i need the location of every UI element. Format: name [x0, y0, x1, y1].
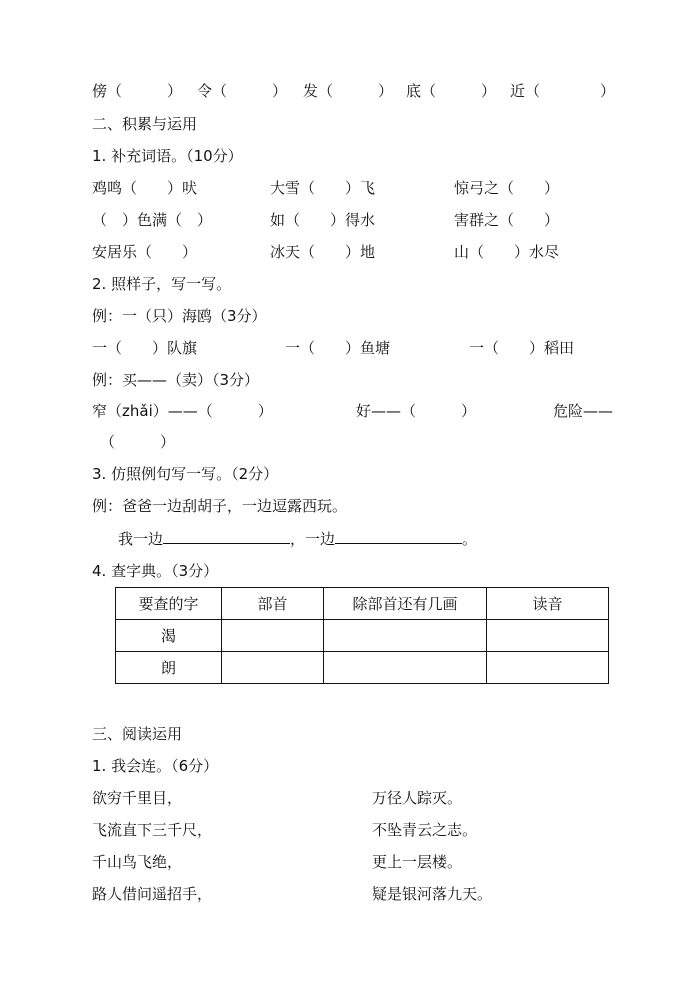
match-left[interactable]: 飞流直下三千尺，: [92, 821, 213, 839]
match-right[interactable]: 更上一层楼。: [372, 853, 463, 871]
q3-blank-2[interactable]: [335, 529, 462, 544]
q3-part-1: 我一边: [118, 530, 164, 548]
top-item-3: 发（ ）: [303, 82, 394, 100]
table-header: 部首: [222, 588, 324, 620]
match-right[interactable]: 万径人踪灭。: [372, 789, 463, 807]
q1-item: 安居乐（ ）: [92, 243, 198, 261]
table-header-row: [116, 588, 609, 620]
match-left[interactable]: 欲穷千里目，: [92, 789, 183, 807]
table-cell[interactable]: [324, 620, 487, 652]
table-row: [116, 620, 609, 652]
q1-item: 大雪（ ）飞: [270, 179, 376, 197]
q1-item: 山（ ）水尽: [454, 243, 560, 261]
q3-part-3: 。: [462, 530, 478, 548]
q3-part-2: ，一边: [290, 530, 336, 548]
match-right[interactable]: 不坠青云之志。: [372, 821, 478, 839]
table-cell[interactable]: [324, 652, 487, 684]
table-cell[interactable]: [222, 620, 324, 652]
q2-item: 一（ ）队旗: [92, 339, 198, 357]
dictionary-table: [115, 587, 609, 684]
q1-item: （ ）色满（ ）: [92, 211, 213, 229]
match-left[interactable]: 路人借问遥招手，: [92, 885, 213, 903]
q3-title: 3. 仿照例句写一写。（2分）: [92, 465, 279, 483]
top-item-5: 近（ ）: [510, 82, 616, 100]
table-cell[interactable]: [487, 652, 609, 684]
table-row: [116, 652, 609, 684]
q1-item: 如（ ）得水: [270, 211, 376, 229]
q2-item: （ ）: [100, 433, 176, 451]
q2-item: 窄（zhǎi）——（ ）: [92, 402, 273, 420]
q3-sentence: [118, 529, 477, 549]
q3-blank-1[interactable]: [163, 529, 290, 544]
table-char: 朗: [116, 652, 222, 684]
section-3-title: 三、阅读运用: [92, 725, 183, 743]
q1-item: 害群之（ ）: [454, 211, 560, 229]
table-char: 渴: [116, 620, 222, 652]
table-header: 除部首还有几画: [324, 588, 487, 620]
match-right[interactable]: 疑是银河落九天。: [372, 885, 493, 903]
q1-item: 鸡鸣（ ）吠: [92, 179, 198, 197]
q1-item: 惊弓之（ ）: [454, 179, 560, 197]
q2-title: 2. 照样子，写一写。: [92, 275, 232, 293]
q2-example-2: 例：买——（卖）（3分）: [92, 371, 260, 389]
section-2-title: 二、积累与运用: [92, 115, 198, 133]
table-header: 读音: [487, 588, 609, 620]
table-cell[interactable]: [222, 652, 324, 684]
q1-item: 冰天（ ）地: [270, 243, 376, 261]
q2-example-1: 例：一（只）海鸥（3分）: [92, 307, 267, 325]
match-left[interactable]: 千山鸟飞绝，: [92, 853, 183, 871]
q2-item: 危险——: [553, 402, 614, 420]
top-item-1: 傍（ ）: [92, 82, 183, 100]
q1-title: 1. 补充词语。（10分）: [92, 147, 243, 165]
q2-item: 一（ ）稻田: [469, 339, 575, 357]
q3-example: 例：爸爸一边刮胡子，一边逗露西玩。: [92, 497, 348, 515]
q2-item: 一（ ）鱼塘: [285, 339, 391, 357]
table-cell[interactable]: [487, 620, 609, 652]
s3-q1-title: 1. 我会连。（6分）: [92, 757, 219, 775]
q4-title: 4. 查字典。（3分）: [92, 562, 219, 580]
q2-item: 好——（ ）: [356, 402, 477, 420]
table-header: 要查的字: [116, 588, 222, 620]
top-item-2: 令（ ）: [197, 82, 288, 100]
top-item-4: 底（ ）: [406, 82, 497, 100]
